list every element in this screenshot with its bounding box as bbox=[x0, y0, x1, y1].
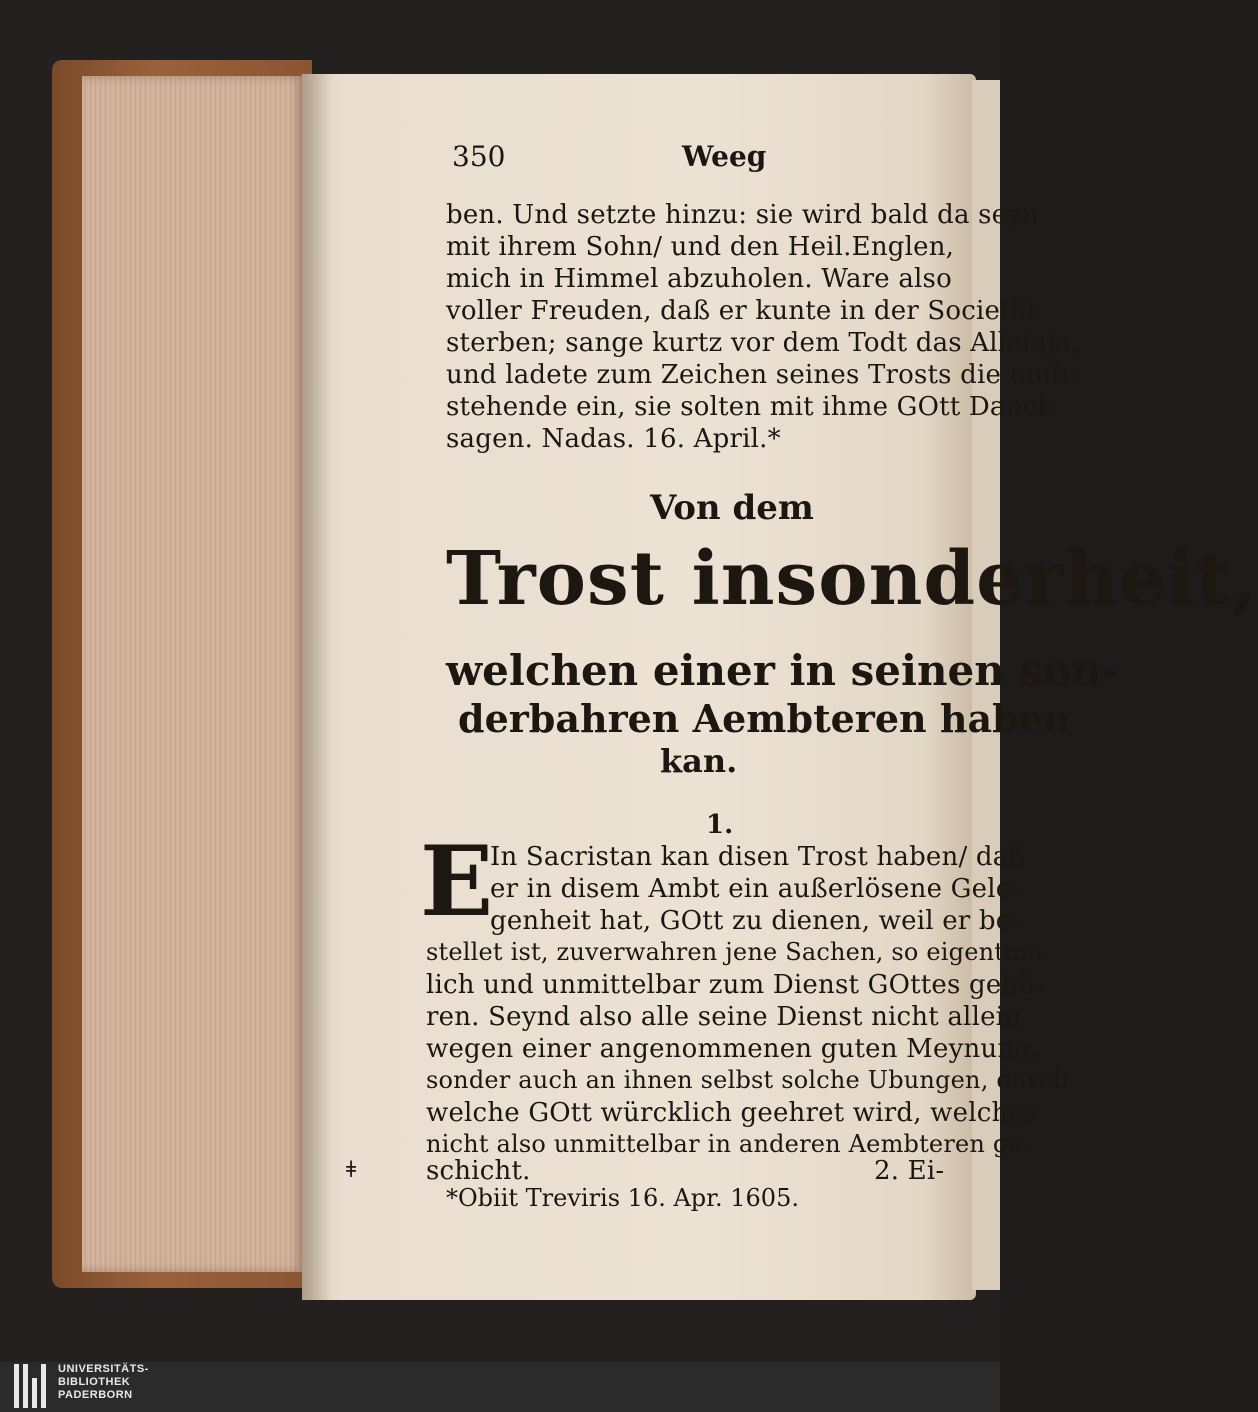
body-line: stehende ein, sie solten mit ihme GOtt Danck bbox=[446, 392, 1054, 422]
running-head: Weeg bbox=[682, 140, 767, 173]
footer-bar bbox=[0, 1362, 1000, 1412]
section-line: genheit hat, GOtt zu dienen, weil er be- bbox=[490, 906, 1021, 936]
page-number: 350 bbox=[452, 140, 506, 173]
section-line: sonder auch an ihnen selbst solche Ubungen, durch bbox=[426, 1066, 1069, 1094]
heading-line-3: welchen einer in seinen son- bbox=[446, 646, 1119, 695]
section-line: In Sacristan kan disen Trost haben/ daß bbox=[490, 842, 1027, 872]
heading-line-5: kan. bbox=[660, 742, 738, 780]
library-name-line-1: UNIVERSITÄTS- bbox=[58, 1363, 149, 1375]
gutter-shadow bbox=[302, 74, 332, 1300]
section-line: wegen einer angenommenen guten Meynung, bbox=[426, 1034, 1040, 1064]
library-name-line-2: BIBLIOTHEK bbox=[58, 1376, 131, 1388]
body-line: und ladete zum Zeichen seines Trosts die umb- bbox=[446, 360, 1078, 390]
section-number: 1. bbox=[706, 810, 734, 840]
heading-line-1: Von dem bbox=[650, 488, 814, 528]
body-line: sterben; sange kurtz vor dem Todt das Alleluja, bbox=[446, 328, 1080, 358]
section-line: nicht also unmittelbar in anderen Aembteren ge- bbox=[426, 1130, 1032, 1158]
body-line: ben. Und setzte hinzu: sie wird bald da seyn bbox=[446, 200, 1040, 230]
body-line: mit ihrem Sohn/ und den Heil.Englen, bbox=[446, 232, 955, 262]
catchword: 2. Ei- bbox=[874, 1156, 945, 1186]
section-line: welche GOtt würcklich geehret wird, welches bbox=[426, 1098, 1038, 1128]
section-line: lich und unmittelbar zum Dienst GOttes gehö- bbox=[426, 970, 1044, 1000]
body-line: sagen. Nadas. 16. April.* bbox=[446, 424, 781, 454]
section-line: schicht. bbox=[426, 1156, 531, 1186]
library-logo-icon bbox=[14, 1364, 54, 1408]
body-line: voller Freuden, daß er kunte in der Societät bbox=[446, 296, 1038, 326]
margin-mark: ǂ bbox=[346, 1158, 357, 1183]
body-line: mich in Himmel abzuholen. Ware also bbox=[446, 264, 952, 294]
section-line: er in disem Ambt ein außerlösene Gele- bbox=[490, 874, 1021, 904]
heading-title: Trost insonderheit, bbox=[446, 536, 1258, 622]
footnote: *Obiit Treviris 16. Apr. 1605. bbox=[446, 1184, 799, 1212]
heading-line-4: derbahren Aembteren haben bbox=[458, 696, 1071, 741]
drop-cap-initial: E bbox=[420, 825, 494, 938]
section-line: ren. Seynd also alle seine Dienst nicht allein bbox=[426, 1002, 1022, 1032]
page-edges bbox=[82, 76, 304, 1272]
section-line: stellet ist, zuverwahren jene Sachen, so eigentum- bbox=[426, 938, 1052, 966]
library-name-line-3: PADERBORN bbox=[58, 1389, 133, 1401]
